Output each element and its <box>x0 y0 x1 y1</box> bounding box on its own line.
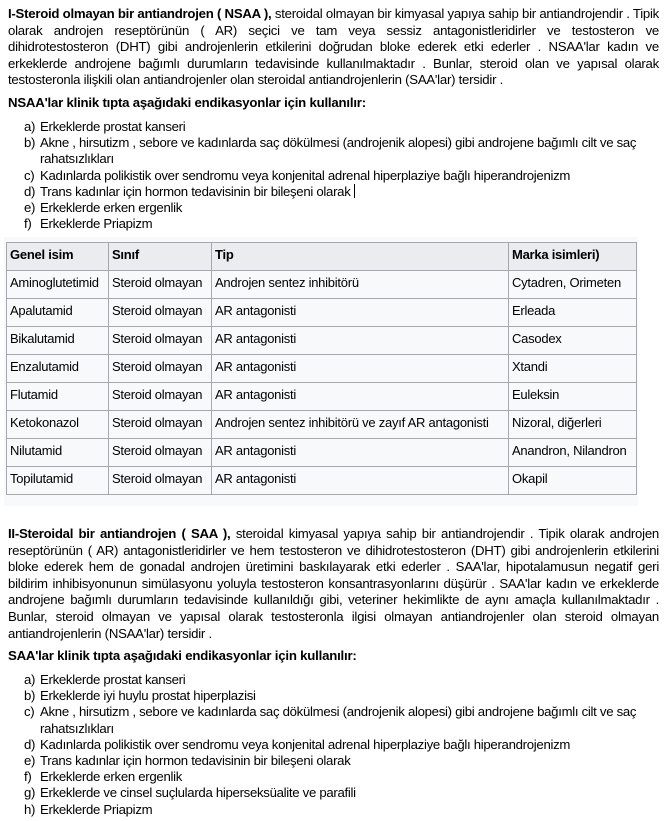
cell-generic-name: Nilutamid <box>7 439 109 467</box>
list-item: d) Kadınlarda polikistik over sendromu veya konjenital adrenal hiperplaziye bağlı hiperandrojenizm <box>24 736 571 752</box>
table-row <box>7 355 637 383</box>
cell-brand: Xtandi <box>509 355 637 383</box>
cell-class: Steroid olmayan <box>109 411 212 439</box>
list-item: h) Erkeklerde Priapizm <box>24 801 153 817</box>
cell-type: AR antagonisti <box>212 439 509 467</box>
list-item: b) Erkeklerde iyi huylu prostat hiperplazisi <box>24 688 256 704</box>
cell-type: Androjen sentez inhibitörü ve zayıf AR antagonisti <box>212 411 509 439</box>
list-item: a) Erkeklerde prostat kanseri <box>24 672 186 687</box>
text-cursor <box>354 184 355 198</box>
section2-list[interactable] <box>24 672 664 818</box>
header-class: Sınıf <box>109 243 212 271</box>
table-row <box>7 299 637 327</box>
section2-paragraph[interactable] <box>8 526 659 642</box>
list-item: b) Akne , hirsutizm , sebore ve kadınlarda saç dökülmesi (androjenik alopesi) gibi androjene bağımlı cilt ve saç rahatsızlıkları <box>24 135 637 167</box>
list-item: a) Erkeklerde prostat kanseri <box>24 119 186 134</box>
cell-class: Steroid olmayan <box>109 383 212 411</box>
cell-generic-name: Flutamid <box>7 383 109 411</box>
cell-brand: Casodex <box>509 327 637 355</box>
cell-class: Steroid olmayan <box>109 355 212 383</box>
list-item: f) Erkeklerde erken ergenlik <box>24 769 183 785</box>
cell-brand: Nizoral, diğerleri <box>509 411 637 439</box>
list-item: e) Erkeklerde erken ergenlik <box>24 200 183 216</box>
cell-type: AR antagonisti <box>212 355 509 383</box>
cell-brand: Anandron, Nilandron <box>509 439 637 467</box>
cell-type: AR antagonisti <box>212 299 509 327</box>
cell-class: Steroid olmayan <box>109 439 212 467</box>
list-item: c) Akne , hirsutizm , sebore ve kadınlarda saç dökülmesi (androjenik alopesi) gibi androjene bağımlı cilt ve saç rahatsızlıkları <box>24 704 637 736</box>
table-row <box>7 439 637 467</box>
cell-class: Steroid olmayan <box>109 467 212 495</box>
cell-class: Steroid olmayan <box>109 299 212 327</box>
list-item: g) Erkeklerde ve cinsel suçlularda hiperseksüalite ve parafili <box>24 785 356 801</box>
antiandrogen-table[interactable] <box>6 242 637 495</box>
cell-generic-name: Ketokonazol <box>7 411 109 439</box>
table-row <box>7 383 637 411</box>
cell-brand: Euleksin <box>509 383 637 411</box>
list-item: e) Trans kadınlar için hormon tedavisinin bir bileşeni olarak <box>24 753 351 769</box>
table-row <box>7 467 637 495</box>
cell-type: AR antagonisti <box>212 467 509 495</box>
cell-brand: Erleada <box>509 299 637 327</box>
section2-body: steroidal kimyasal yapıya sahip bir antiandrojendir . Tipik olarak androjen reseptörünün ( AR) antagonistleridirler ve hem testosteron ve dihidrotestosteron (DHT) gibi androjenlerin etkilerini bloke ederek hem de gonadal androjen üretimini baskılayarak etki ederler . SAA'lar, hipotalamusun negatif geri bildirim inhibisyonunun simülasyonu yoluyla testosteron konsantrasyonlarını düşürür . SAA'lar kadın ve erkeklerde androjene bağımlı durumların tedavisinde kullanıldığı gibi, veteriner hekimlikte de aynı amaçla kullanılmaktadır . Bunlar, steroid olmayan ve yapısal olarak testosteronla ilgisi olmayan antiandrojenler olan steroid olmayan antiandrojenlerin (NSAA'lar) tersidir . <box>8 526 659 641</box>
section1-paragraph[interactable] <box>8 6 659 89</box>
table-header-row <box>7 243 637 271</box>
header-brand-names: Marka isimleri) <box>509 243 637 271</box>
cell-generic-name: Bikalutamid <box>7 327 109 355</box>
table-row <box>7 271 637 299</box>
section1-body: steroidal olmayan bir kimyasal yapıya sahip bir antiandrojendir . Tipik olarak androjen reseptörünün ( AR) seçici ve tam veya sessiz antagonistleridirler ve testosteron ve dihidrotestosteron (DHT) gibi androjenlerin etkilerini doğrudan bloke ederek etki ederler . NSAA'lar kadın ve erkeklerde androjene bağımlı durumların tedavisinde kullanılmaktadır . Bunlar, steroid olan ve yapısal olarak testosteronla ilişkili olan antiandrojenler olan steroidal antiandrojenlerin (SAA'lar) tersidir . <box>8 6 659 88</box>
section2-heading: SAA'lar klinik tıpta aşağıdaki endikasyonlar için kullanılır: <box>8 648 357 663</box>
section1-heading: NSAA'lar klinik tıpta aşağıdaki endikasyonlar için kullanılır: <box>8 95 366 110</box>
cell-generic-name: Aminoglutetimid <box>7 271 109 299</box>
table-row <box>7 411 637 439</box>
list-item: f) Erkeklerde Priapizm <box>24 216 153 232</box>
header-generic-name: Genel isim <box>7 243 109 271</box>
cell-type: AR antagonisti <box>212 327 509 355</box>
cell-class: Steroid olmayan <box>109 271 212 299</box>
cell-generic-name: Apalutamid <box>7 299 109 327</box>
section1-title: I-Steroid olmayan bir antiandrojen ( NSAA ), <box>8 6 272 21</box>
cell-generic-name: Enzalutamid <box>7 355 109 383</box>
cell-type: Androjen sentez inhibitörü <box>212 271 509 299</box>
cell-class: Steroid olmayan <box>109 327 212 355</box>
table-row <box>7 327 637 355</box>
list-item: c) Kadınlarda polikistik over sendromu veya konjenital adrenal hiperplaziye bağlı hiperandrojenizm <box>24 167 571 183</box>
cell-generic-name: Topilutamid <box>7 467 109 495</box>
section2-title: II-Steroidal bir antiandrojen ( SAA ), <box>8 526 231 541</box>
cell-brand: Okapil <box>509 467 637 495</box>
list-item: d) Trans kadınlar için hormon tedavisinin bir bileşeni olarak <box>24 184 664 200</box>
cell-brand: Cytadren, Orimeten <box>509 271 637 299</box>
cell-type: AR antagonisti <box>212 383 509 411</box>
section1-list[interactable] <box>24 119 664 232</box>
header-type: Tip <box>212 243 509 271</box>
